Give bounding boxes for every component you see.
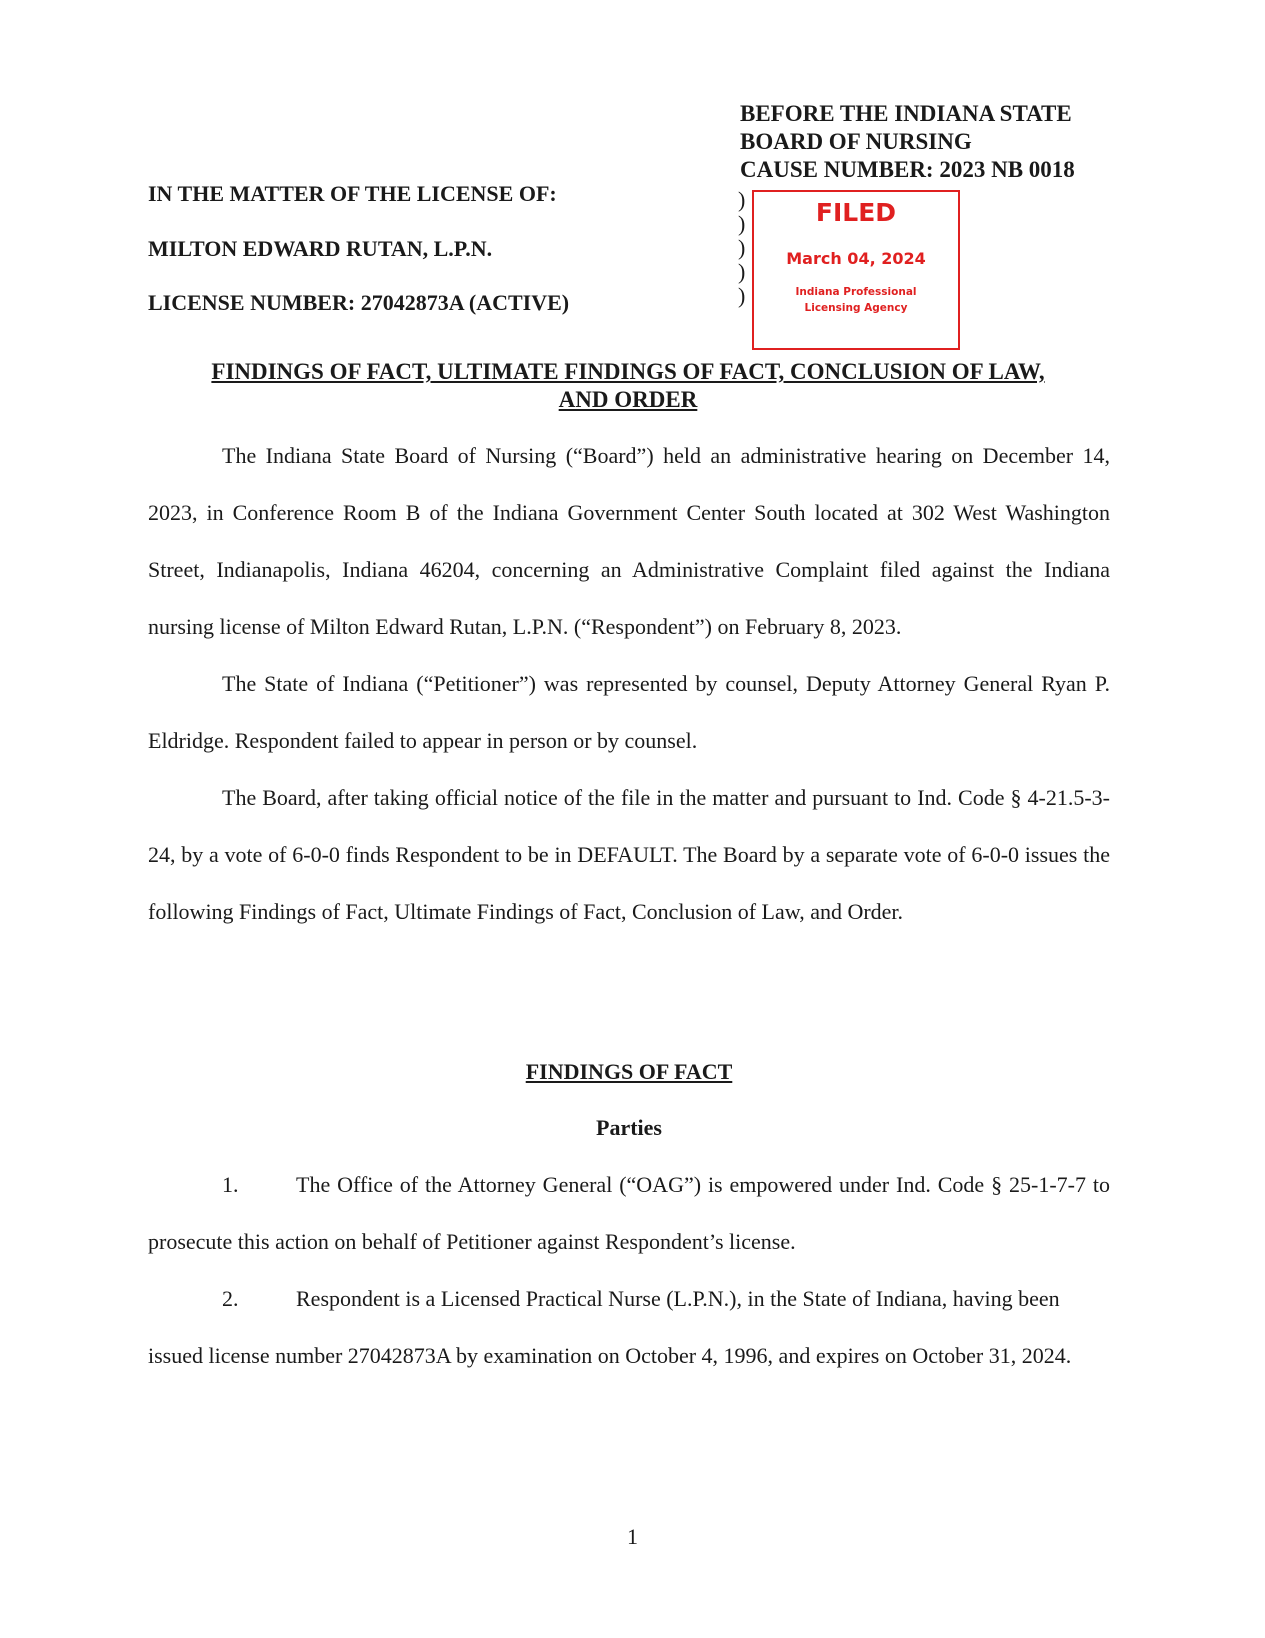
paragraph-default: The Board, after taking official notice of the file in the matter and pursuant to Ind. Code § 4-21.5-3-24, by a vote of 6-0-0 finds Respondent to be in DEFAULT. The Board by a separate vote of 6-0-0 issues the following Findings of Fact, Ultimate Findings of Fact, Conclusion of Law, and Order. bbox=[148, 785, 1110, 924]
paren: ) bbox=[738, 259, 746, 284]
document-title bbox=[148, 358, 1108, 414]
subsection-heading: Parties bbox=[596, 1115, 662, 1140]
finding-number: 1. bbox=[222, 1172, 239, 1197]
filed-stamp bbox=[752, 190, 960, 350]
finding-text: Respondent is a Licensed Practical Nurse (L.P.N.), in the State of Indiana, having been issued license number 27042873A by examination on October 4, 1996, and expires on October 31, 2024. bbox=[148, 1286, 1072, 1368]
board-header bbox=[740, 100, 1075, 184]
stamp-agency-line-1: Indiana Professional bbox=[795, 286, 917, 298]
cause-number: CAUSE NUMBER: 2023 NB 0018 bbox=[740, 157, 1075, 182]
page-number: 1 bbox=[627, 1524, 638, 1549]
stamp-agency bbox=[754, 284, 958, 316]
finding-item bbox=[148, 1156, 1110, 1270]
paragraph-hearing: The Indiana State Board of Nursing (“Board”) held an administrative hearing on December 14, 2023, in Conference Room B of the Indiana Government Center South located at 302 West Washington Street, Indianapolis, Indiana 46204, concerning an Administrative Complaint filed against the Indiana nursing license of Milton Edward Rutan, L.P.N. (“Respondent”) on February 8, 2023. bbox=[148, 443, 1110, 639]
title-line-2: AND ORDER bbox=[558, 387, 698, 412]
caption-respondent-name: MILTON EDWARD RUTAN, L.P.N. bbox=[148, 236, 493, 261]
caption-parentheses bbox=[738, 188, 745, 308]
finding-number: 2. bbox=[222, 1286, 239, 1311]
paren: ) bbox=[738, 187, 746, 212]
stamp-date: March 04, 2024 bbox=[786, 249, 926, 268]
board-line-1: BEFORE THE INDIANA STATE bbox=[740, 101, 1072, 126]
paren: ) bbox=[738, 235, 746, 260]
section-heading bbox=[148, 1059, 1110, 1085]
intro-paragraphs bbox=[148, 427, 1110, 940]
stamp-status: FILED bbox=[815, 198, 897, 227]
paren: ) bbox=[738, 283, 746, 308]
paren: ) bbox=[738, 211, 746, 236]
stamp-agency-line-2: Licensing Agency bbox=[804, 302, 908, 314]
title-line-1: FINDINGS OF FACT, ULTIMATE FINDINGS OF FACT, CONCLUSION OF LAW, bbox=[211, 359, 1045, 384]
caption-line-1: IN THE MATTER OF THE LICENSE OF: bbox=[148, 181, 557, 206]
paragraph-representation: The State of Indiana (“Petitioner”) was represented by counsel, Deputy Attorney General Ryan P. Eldridge. Respondent failed to appear in person or by counsel. bbox=[148, 671, 1110, 753]
board-line-2: BOARD OF NURSING bbox=[740, 129, 972, 154]
section-heading-text: FINDINGS OF FACT bbox=[525, 1059, 733, 1084]
caption-license-number: LICENSE NUMBER: 27042873A (ACTIVE) bbox=[148, 290, 570, 315]
finding-text: The Office of the Attorney General (“OAG”) is empowered under Ind. Code § 25-1-7-7 to prosecute this action on behalf of Petitioner against Respondent’s license. bbox=[148, 1172, 1110, 1254]
findings-list bbox=[148, 1156, 1110, 1384]
finding-item bbox=[148, 1270, 1110, 1384]
